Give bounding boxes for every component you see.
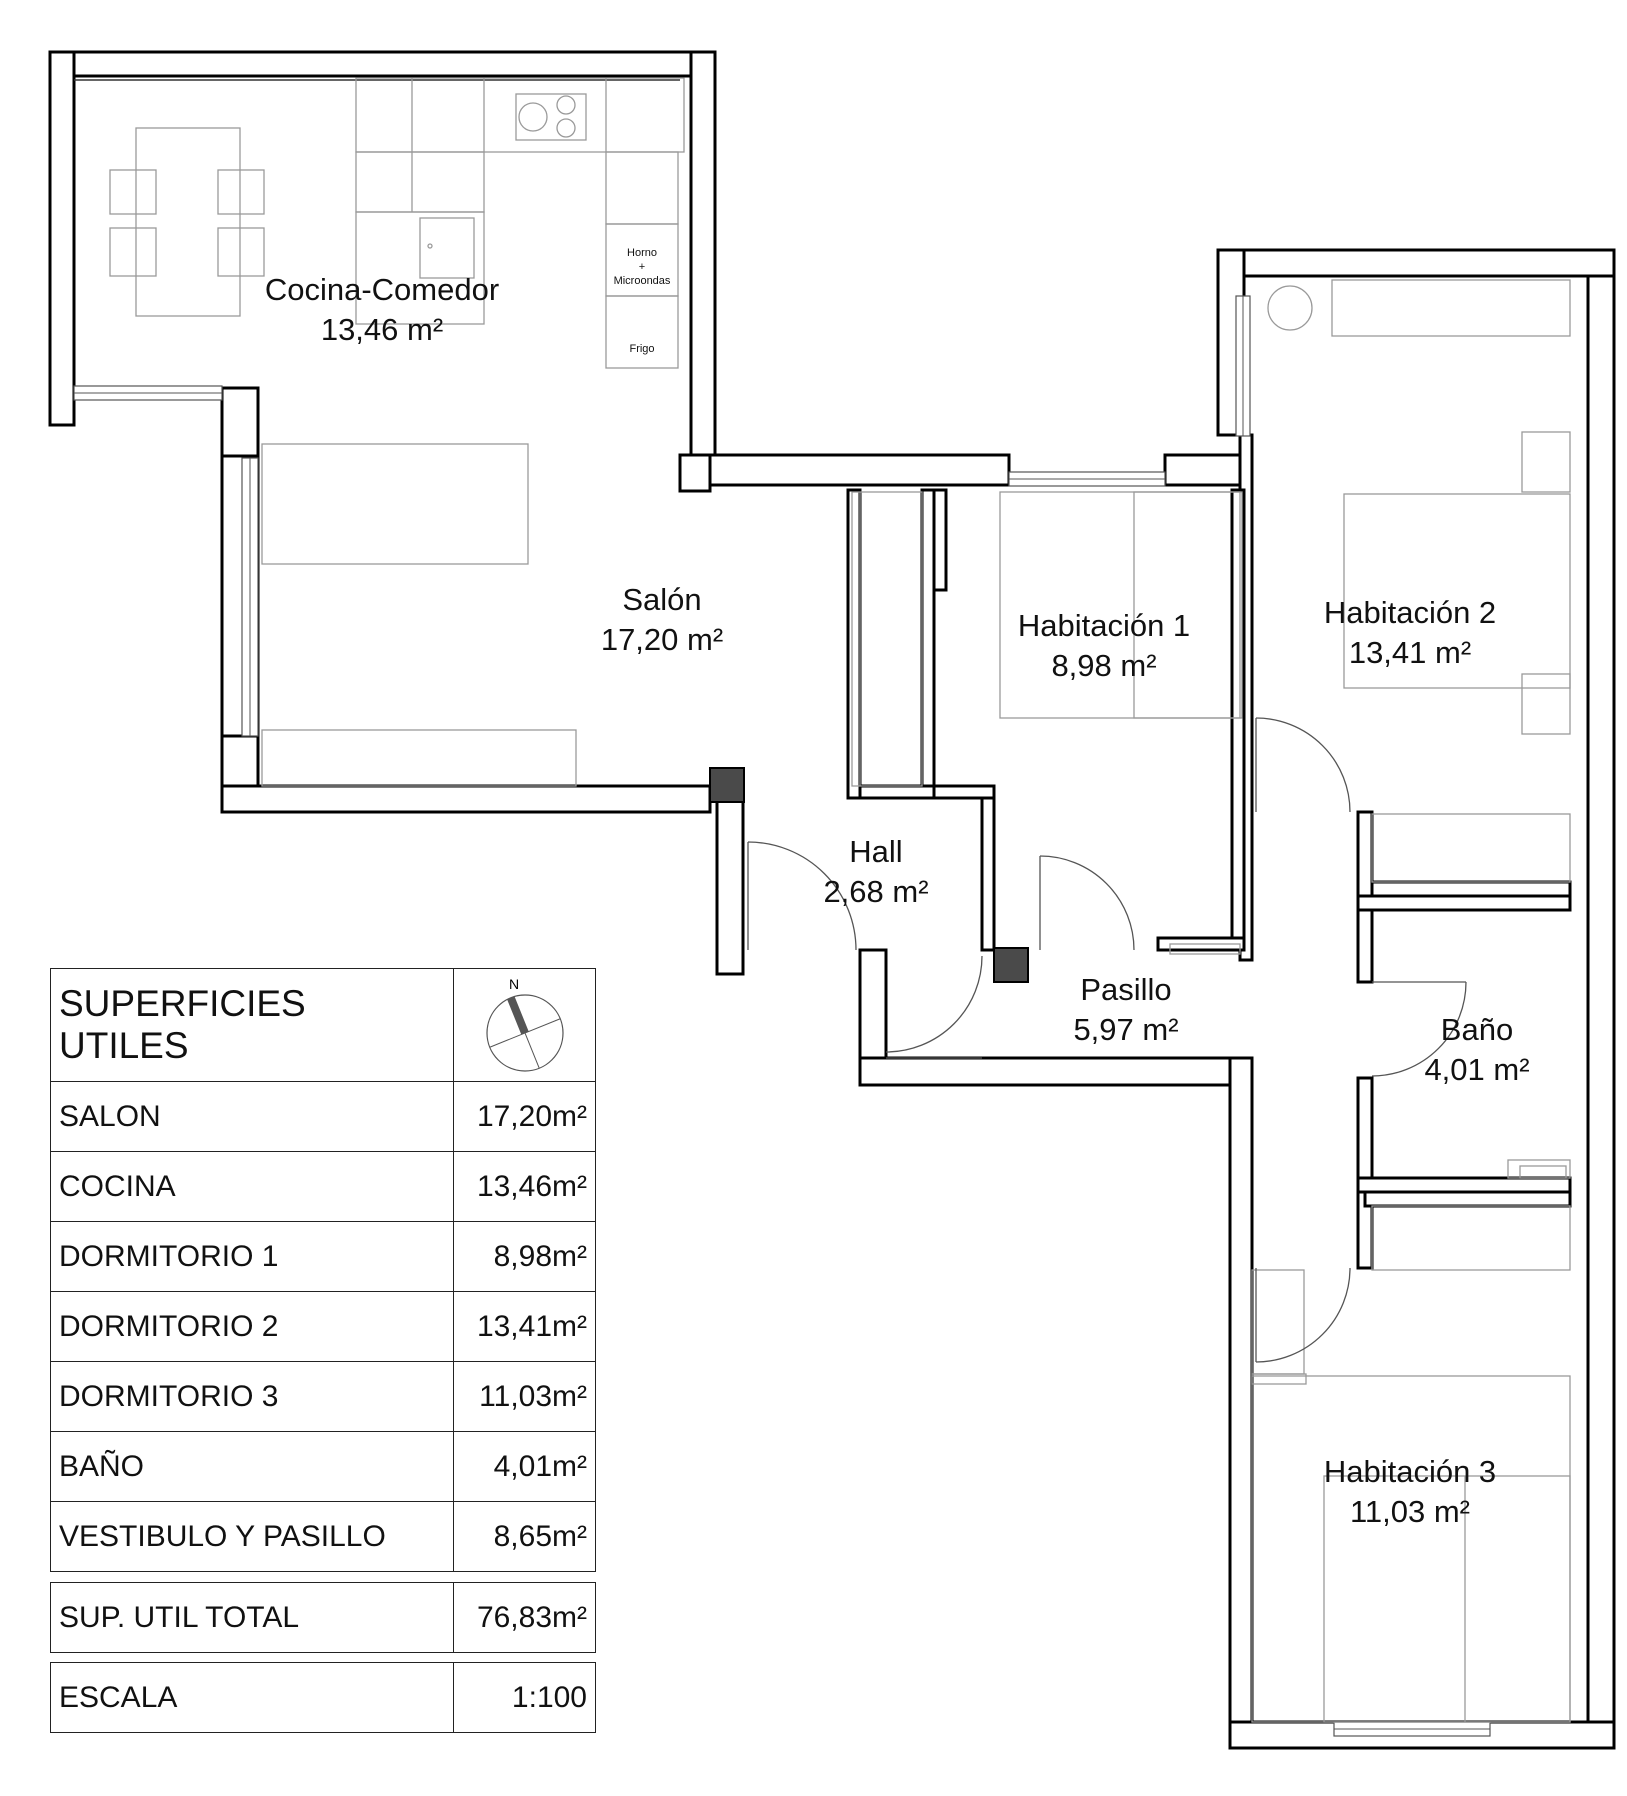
total-label: SUP. UTIL TOTAL	[51, 1583, 454, 1653]
bedroom2-furniture	[1268, 280, 1570, 882]
room-name-hab2: Habitación 2	[1323, 595, 1497, 630]
surfaces-table	[50, 968, 596, 1572]
table-label: VESTIBULO Y PASILLO	[51, 1502, 454, 1572]
room-name-salon: Salón	[622, 582, 702, 617]
room-area-bano: 4,01 m²	[1424, 1052, 1530, 1087]
scale-value: 1:100	[454, 1663, 596, 1733]
total-table	[50, 1582, 596, 1653]
room-area-pasillo: 5,97 m²	[1073, 1012, 1179, 1047]
room-area-hab2: 13,41 m²	[1348, 635, 1472, 670]
room-area-salon: 17,20 m²	[600, 622, 724, 657]
table-value: 4,01m²	[454, 1432, 596, 1502]
room-area-hab1: 8,98 m²	[1051, 648, 1157, 683]
table-value: 8,98m²	[454, 1222, 596, 1292]
appliance-horno: Horno	[627, 247, 657, 259]
table-label: DORMITORIO 2	[51, 1292, 454, 1362]
room-name-bano: Baño	[1440, 1012, 1514, 1047]
salon-furniture	[262, 444, 576, 786]
table-value: 17,20m²	[454, 1082, 596, 1152]
pillar	[710, 768, 744, 802]
appliance-frigo: Frigo	[629, 343, 655, 355]
table-label: DORMITORIO 3	[51, 1362, 454, 1432]
north-label: N	[508, 976, 519, 992]
table-label: DORMITORIO 1	[51, 1222, 454, 1292]
table-title: SUPERFICIES UTILES	[51, 969, 454, 1082]
bathroom-fixtures	[1508, 1160, 1570, 1178]
pillar	[994, 948, 1028, 982]
room-name-hab3: Habitación 3	[1323, 1454, 1497, 1489]
table-value: 8,65m²	[454, 1502, 596, 1572]
room-name-hab1: Habitación 1	[1017, 608, 1191, 643]
room-area-hall: 2,68 m²	[823, 874, 929, 909]
table-value: 13,41m²	[454, 1292, 596, 1362]
compass	[454, 969, 596, 1082]
scale-table	[50, 1662, 596, 1733]
appliance-micro: Microondas	[613, 275, 671, 287]
room-area-cocina: 13,46 m²	[320, 312, 444, 347]
table-label: BAÑO	[51, 1432, 454, 1502]
table-value: 11,03m²	[454, 1362, 596, 1432]
table-label: SALON	[51, 1082, 454, 1152]
table-value: 13,46m²	[454, 1152, 596, 1222]
room-name-pasillo: Pasillo	[1080, 972, 1172, 1007]
total-value: 76,83m²	[454, 1583, 596, 1653]
room-name-hall: Hall	[849, 834, 903, 869]
scale-label: ESCALA	[51, 1663, 454, 1733]
appliance-plus: +	[638, 261, 646, 273]
room-name-cocina: Cocina-Comedor	[264, 272, 500, 307]
hall-furniture	[852, 492, 922, 786]
room-area-hab3: 11,03 m²	[1349, 1494, 1471, 1529]
table-label: COCINA	[51, 1152, 454, 1222]
bedroom1-furniture	[1000, 492, 1242, 954]
